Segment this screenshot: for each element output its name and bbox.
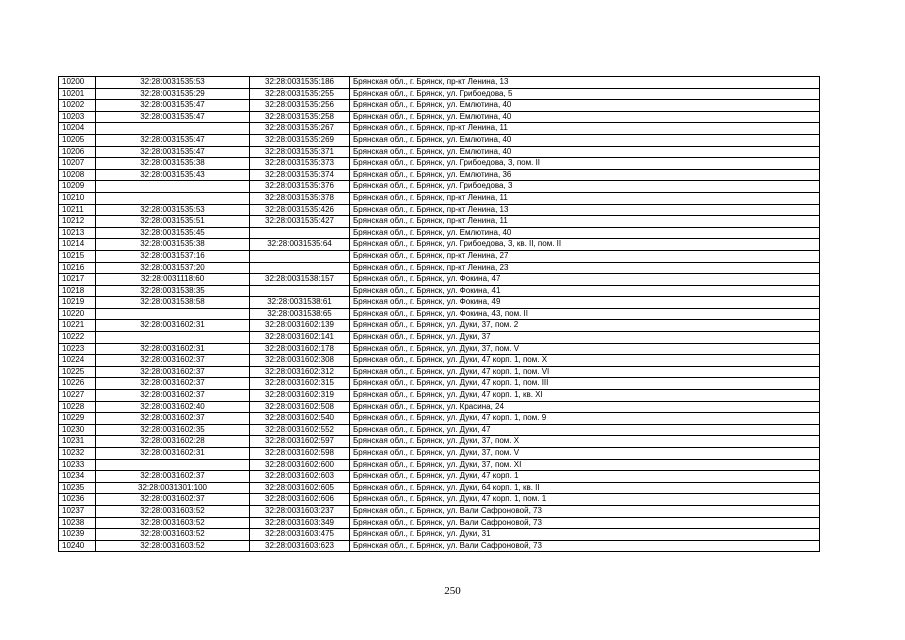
table-row: [59, 158, 820, 170]
address-cell: Брянская обл., г. Брянск, пр-кт Ленина, 13: [350, 77, 820, 89]
cadastral-number-cell: [96, 123, 250, 135]
address-cell: Брянская обл., г. Брянск, ул. Емлютина, 40: [350, 100, 820, 112]
page-number: 250: [444, 585, 461, 597]
object-cadastral-number-cell: 32:28:0031535:256: [250, 100, 350, 112]
cadastral-number-cell: 32:28:0031602:37: [96, 471, 250, 483]
cadastral-number-cell: 32:28:0031602:37: [96, 390, 250, 402]
address-cell: Брянская обл., г. Брянск, пр-кт Ленина, 27: [350, 250, 820, 262]
object-cadastral-number-cell: 32:28:0031535:258: [250, 111, 350, 123]
object-cadastral-number-cell: 32:28:0031602:600: [250, 459, 350, 471]
object-cadastral-number-cell: 32:28:0031602:605: [250, 482, 350, 494]
object-cadastral-number-cell: 32:28:0031535:371: [250, 146, 350, 158]
address-cell: Брянская обл., г. Брянск, пр-кт Ленина, 11: [350, 216, 820, 228]
cadastral-number-cell: 32:28:0031602:28: [96, 436, 250, 448]
address-cell: Брянская обл., г. Брянск, ул. Дуки, 47 корп. 1, пом. X: [350, 355, 820, 367]
cadastral-number-cell: 32:28:0031535:47: [96, 100, 250, 112]
object-cadastral-number-cell: 32:28:0031603:237: [250, 505, 350, 517]
table-row: [59, 297, 820, 309]
cadastral-number-cell: 32:28:0031535:53: [96, 77, 250, 89]
address-cell: Брянская обл., г. Брянск, ул. Дуки, 37: [350, 332, 820, 344]
table-row: [59, 459, 820, 471]
row-number-cell: 10226: [59, 378, 96, 390]
object-cadastral-number-cell: 32:28:0031535:269: [250, 134, 350, 146]
table-row: [59, 216, 820, 228]
table-row: [59, 88, 820, 100]
address-cell: Брянская обл., г. Брянск, ул. Фокина, 47: [350, 274, 820, 286]
row-number-cell: 10207: [59, 158, 96, 170]
address-cell: Брянская обл., г. Брянск, ул. Дуки, 47 корп. 1: [350, 471, 820, 483]
row-number-cell: 10218: [59, 285, 96, 297]
cadastral-number-cell: 32:28:0031538:58: [96, 297, 250, 309]
cadastral-number-cell: 32:28:0031603:52: [96, 529, 250, 541]
row-number-cell: 10205: [59, 134, 96, 146]
object-cadastral-number-cell: 32:28:0031603:475: [250, 529, 350, 541]
cadastral-number-cell: [96, 181, 250, 193]
object-cadastral-number-cell: 32:28:0031602:597: [250, 436, 350, 448]
object-cadastral-number-cell: 32:28:0031602:308: [250, 355, 350, 367]
cadastral-number-cell: 32:28:0031535:47: [96, 134, 250, 146]
address-cell: Брянская обл., г. Брянск, ул. Дуки, 37, пом. XI: [350, 459, 820, 471]
cadastral-number-cell: 32:28:0031535:47: [96, 146, 250, 158]
table-row: [59, 436, 820, 448]
row-number-cell: 10201: [59, 88, 96, 100]
row-number-cell: 10231: [59, 436, 96, 448]
cadastral-number-cell: 32:28:0031535:45: [96, 227, 250, 239]
cadastral-number-cell: 32:28:0031118:60: [96, 274, 250, 286]
cadastral-number-cell: [96, 459, 250, 471]
table-row: [59, 413, 820, 425]
address-cell: Брянская обл., г. Брянск, ул. Емлютина, 36: [350, 169, 820, 181]
row-number-cell: 10239: [59, 529, 96, 541]
table-row: [59, 332, 820, 344]
address-cell: Брянская обл., г. Брянск, ул. Дуки, 37, пом. 2: [350, 320, 820, 332]
table-row: [59, 378, 820, 390]
object-cadastral-number-cell: 32:28:0031535:427: [250, 216, 350, 228]
table-row: [59, 227, 820, 239]
cadastral-number-cell: [96, 332, 250, 344]
row-number-cell: 10206: [59, 146, 96, 158]
table-row: [59, 517, 820, 529]
cadastral-number-cell: 32:28:0031603:52: [96, 505, 250, 517]
address-cell: Брянская обл., г. Брянск, ул. Грибоедова, 3, пом. II: [350, 158, 820, 170]
cadastral-number-cell: 32:28:0031535:38: [96, 239, 250, 251]
table-row: [59, 355, 820, 367]
table-row: [59, 448, 820, 460]
address-cell: Брянская обл., г. Брянск, ул. Дуки, 31: [350, 529, 820, 541]
address-cell: Брянская обл., г. Брянск, ул. Дуки, 47 корп. 1, пом. 1: [350, 494, 820, 506]
address-cell: Брянская обл., г. Брянск, ул. Дуки, 47 корп. 1, пом. VI: [350, 366, 820, 378]
object-cadastral-number-cell: 32:28:0031535:267: [250, 123, 350, 135]
row-number-cell: 10228: [59, 401, 96, 413]
object-cadastral-number-cell: 32:28:0031538:157: [250, 274, 350, 286]
table-row: [59, 482, 820, 494]
cadastral-number-cell: 32:28:0031602:35: [96, 424, 250, 436]
table-row: [59, 471, 820, 483]
row-number-cell: 10230: [59, 424, 96, 436]
address-cell: Брянская обл., г. Брянск, ул. Емлютина, 40: [350, 146, 820, 158]
row-number-cell: 10217: [59, 274, 96, 286]
object-cadastral-number-cell: [250, 262, 350, 274]
table-row: [59, 285, 820, 297]
object-cadastral-number-cell: 32:28:0031535:426: [250, 204, 350, 216]
row-number-cell: 10222: [59, 332, 96, 344]
address-cell: Брянская обл., г. Брянск, ул. Вали Сафроновой, 73: [350, 505, 820, 517]
cadastral-number-cell: 32:28:0031537:20: [96, 262, 250, 274]
object-cadastral-number-cell: 32:28:0031602:540: [250, 413, 350, 425]
object-cadastral-number-cell: 32:28:0031603:349: [250, 517, 350, 529]
cadastral-number-cell: 32:28:0031602:37: [96, 413, 250, 425]
address-cell: Брянская обл., г. Брянск, ул. Дуки, 47 корп. 1, пом. III: [350, 378, 820, 390]
object-cadastral-number-cell: [250, 227, 350, 239]
object-cadastral-number-cell: 32:28:0031535:374: [250, 169, 350, 181]
object-cadastral-number-cell: 32:28:0031535:373: [250, 158, 350, 170]
address-cell: Брянская обл., г. Брянск, пр-кт Ленина, 11: [350, 192, 820, 204]
address-cell: Брянская обл., г. Брянск, ул. Емлютина, 40: [350, 134, 820, 146]
table-row: [59, 320, 820, 332]
address-cell: Брянская обл., г. Брянск, ул. Дуки, 37, пом. V: [350, 343, 820, 355]
address-cell: Брянская обл., г. Брянск, ул. Дуки, 64 корп. 1, кв. II: [350, 482, 820, 494]
address-cell: Брянская обл., г. Брянск, ул. Грибоедова, 3: [350, 181, 820, 193]
row-number-cell: 10208: [59, 169, 96, 181]
object-cadastral-number-cell: 32:28:0031603:623: [250, 540, 350, 552]
table-row: [59, 239, 820, 251]
object-cadastral-number-cell: 32:28:0031602:315: [250, 378, 350, 390]
table-row: [59, 192, 820, 204]
table-row: [59, 401, 820, 413]
cadastral-number-cell: [96, 308, 250, 320]
address-cell: Брянская обл., г. Брянск, ул. Дуки, 37, пом. V: [350, 448, 820, 460]
table-row: [59, 169, 820, 181]
object-cadastral-number-cell: 32:28:0031602:139: [250, 320, 350, 332]
address-cell: Брянская обл., г. Брянск, ул. Фокина, 41: [350, 285, 820, 297]
address-cell: Брянская обл., г. Брянск, ул. Емлютина, 40: [350, 227, 820, 239]
row-number-cell: 10227: [59, 390, 96, 402]
row-number-cell: 10214: [59, 239, 96, 251]
address-cell: Брянская обл., г. Брянск, ул. Дуки, 47 корп. 1, пом. 9: [350, 413, 820, 425]
table-row: [59, 343, 820, 355]
cadastral-number-cell: 32:28:0031538:35: [96, 285, 250, 297]
row-number-cell: 10224: [59, 355, 96, 367]
table-row: [59, 134, 820, 146]
cadastral-number-cell: 32:28:0031535:29: [96, 88, 250, 100]
address-cell: Брянская обл., г. Брянск, пр-кт Ленина, 13: [350, 204, 820, 216]
object-cadastral-number-cell: 32:28:0031602:319: [250, 390, 350, 402]
row-number-cell: 10223: [59, 343, 96, 355]
row-number-cell: 10213: [59, 227, 96, 239]
table-row: [59, 274, 820, 286]
table-row: [59, 146, 820, 158]
row-number-cell: 10200: [59, 77, 96, 89]
object-cadastral-number-cell: 32:28:0031602:606: [250, 494, 350, 506]
object-cadastral-number-cell: 32:28:0031535:255: [250, 88, 350, 100]
row-number-cell: 10209: [59, 181, 96, 193]
table-row: [59, 204, 820, 216]
address-cell: Брянская обл., г. Брянск, ул. Вали Сафроновой, 73: [350, 540, 820, 552]
table-row: [59, 390, 820, 402]
object-cadastral-number-cell: [250, 285, 350, 297]
cadastral-number-cell: [96, 192, 250, 204]
address-cell: Брянская обл., г. Брянск, ул. Фокина, 49: [350, 297, 820, 309]
table-row: [59, 540, 820, 552]
object-cadastral-number-cell: 32:28:0031535:186: [250, 77, 350, 89]
registry-table: [58, 76, 820, 552]
cadastral-number-cell: 32:28:0031535:47: [96, 111, 250, 123]
address-cell: Брянская обл., г. Брянск, ул. Дуки, 47: [350, 424, 820, 436]
table-row: [59, 77, 820, 89]
address-cell: Брянская обл., г. Брянск, ул. Грибоедова, 3, кв. II, пом. II: [350, 239, 820, 251]
address-cell: Брянская обл., г. Брянск, пр-кт Ленина, 11: [350, 123, 820, 135]
table-body: [59, 77, 820, 552]
row-number-cell: 10234: [59, 471, 96, 483]
row-number-cell: 10211: [59, 204, 96, 216]
table-row: [59, 505, 820, 517]
object-cadastral-number-cell: 32:28:0031538:65: [250, 308, 350, 320]
table-row: [59, 529, 820, 541]
cadastral-number-cell: 32:28:0031602:37: [96, 378, 250, 390]
table-row: [59, 262, 820, 274]
row-number-cell: 10238: [59, 517, 96, 529]
table-row: [59, 308, 820, 320]
cadastral-number-cell: 32:28:0031535:38: [96, 158, 250, 170]
table-row: [59, 366, 820, 378]
row-number-cell: 10204: [59, 123, 96, 135]
cadastral-number-cell: 32:28:0031537:16: [96, 250, 250, 262]
address-cell: Брянская обл., г. Брянск, ул. Дуки, 37, пом. X: [350, 436, 820, 448]
cadastral-number-cell: 32:28:0031603:52: [96, 540, 250, 552]
object-cadastral-number-cell: 32:28:0031602:178: [250, 343, 350, 355]
row-number-cell: 10225: [59, 366, 96, 378]
cadastral-number-cell: 32:28:0031602:31: [96, 343, 250, 355]
cadastral-number-cell: 32:28:0031602:37: [96, 494, 250, 506]
object-cadastral-number-cell: 32:28:0031535:378: [250, 192, 350, 204]
object-cadastral-number-cell: 32:28:0031602:508: [250, 401, 350, 413]
address-cell: Брянская обл., г. Брянск, ул. Фокина, 43, пом. II: [350, 308, 820, 320]
cadastral-number-cell: 32:28:0031301:100: [96, 482, 250, 494]
row-number-cell: 10203: [59, 111, 96, 123]
address-cell: Брянская обл., г. Брянск, ул. Дуки, 47 корп. 1, кв. XI: [350, 390, 820, 402]
address-cell: Брянская обл., г. Брянск, ул. Вали Сафроновой, 73: [350, 517, 820, 529]
row-number-cell: 10216: [59, 262, 96, 274]
cadastral-number-cell: 32:28:0031603:52: [96, 517, 250, 529]
address-cell: Брянская обл., г. Брянск, ул. Емлютина, 40: [350, 111, 820, 123]
row-number-cell: 10233: [59, 459, 96, 471]
row-number-cell: 10210: [59, 192, 96, 204]
table-row: [59, 123, 820, 135]
row-number-cell: 10240: [59, 540, 96, 552]
row-number-cell: 10202: [59, 100, 96, 112]
cadastral-number-cell: 32:28:0031602:31: [96, 320, 250, 332]
table-row: [59, 250, 820, 262]
object-cadastral-number-cell: 32:28:0031602:552: [250, 424, 350, 436]
table-row: [59, 111, 820, 123]
object-cadastral-number-cell: 32:28:0031602:598: [250, 448, 350, 460]
cadastral-number-cell: 32:28:0031535:53: [96, 204, 250, 216]
object-cadastral-number-cell: 32:28:0031538:61: [250, 297, 350, 309]
row-number-cell: 10215: [59, 250, 96, 262]
cadastral-number-cell: 32:28:0031535:43: [96, 169, 250, 181]
row-number-cell: 10232: [59, 448, 96, 460]
address-cell: Брянская обл., г. Брянск, ул. Красина, 24: [350, 401, 820, 413]
object-cadastral-number-cell: 32:28:0031535:64: [250, 239, 350, 251]
table-row: [59, 424, 820, 436]
row-number-cell: 10221: [59, 320, 96, 332]
cadastral-number-cell: 32:28:0031602:40: [96, 401, 250, 413]
row-number-cell: 10220: [59, 308, 96, 320]
cadastral-number-cell: 32:28:0031535:51: [96, 216, 250, 228]
table-row: [59, 100, 820, 112]
address-cell: Брянская обл., г. Брянск, ул. Грибоедова, 5: [350, 88, 820, 100]
object-cadastral-number-cell: 32:28:0031535:376: [250, 181, 350, 193]
object-cadastral-number-cell: 32:28:0031602:141: [250, 332, 350, 344]
row-number-cell: 10235: [59, 482, 96, 494]
object-cadastral-number-cell: 32:28:0031602:603: [250, 471, 350, 483]
object-cadastral-number-cell: [250, 250, 350, 262]
row-number-cell: 10236: [59, 494, 96, 506]
cadastral-number-cell: 32:28:0031602:37: [96, 355, 250, 367]
row-number-cell: 10229: [59, 413, 96, 425]
address-cell: Брянская обл., г. Брянск, пр-кт Ленина, 23: [350, 262, 820, 274]
table-row: [59, 181, 820, 193]
row-number-cell: 10212: [59, 216, 96, 228]
object-cadastral-number-cell: 32:28:0031602:312: [250, 366, 350, 378]
table-row: [59, 494, 820, 506]
row-number-cell: 10219: [59, 297, 96, 309]
cadastral-number-cell: 32:28:0031602:31: [96, 448, 250, 460]
cadastral-number-cell: 32:28:0031602:37: [96, 366, 250, 378]
row-number-cell: 10237: [59, 505, 96, 517]
